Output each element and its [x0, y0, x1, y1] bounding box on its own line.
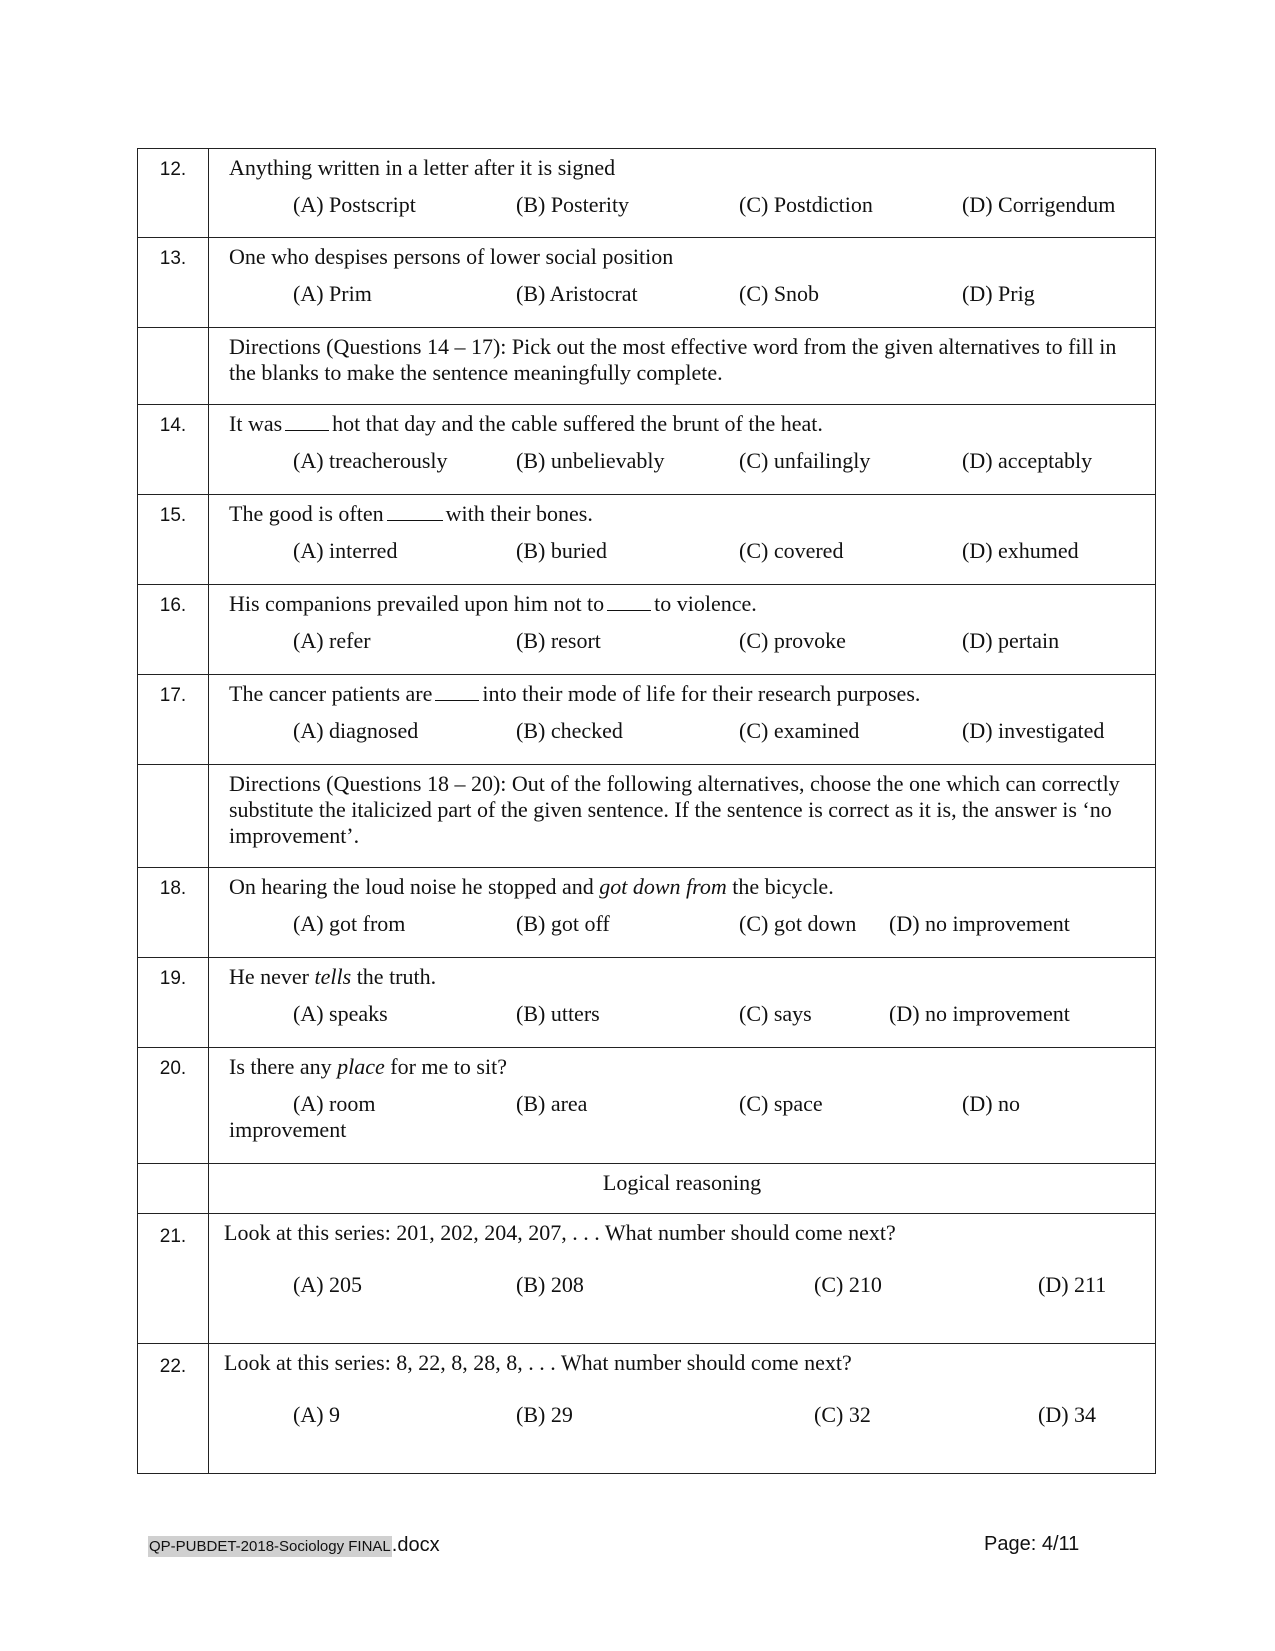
- question-number-empty: [138, 765, 209, 868]
- option-d[interactable]: (D) exhumed: [962, 538, 1079, 563]
- directions-row: [138, 328, 1156, 405]
- option-list: [229, 718, 1135, 748]
- option-c[interactable]: (C) Snob: [739, 281, 820, 306]
- question-stem: [229, 874, 1135, 900]
- option-c[interactable]: (C) got down: [739, 911, 857, 936]
- question-body: [209, 868, 1156, 958]
- question-body: [209, 1214, 1156, 1344]
- option-list: [229, 628, 1135, 658]
- question-number: 22.: [138, 1344, 209, 1474]
- option-c[interactable]: (C) 210: [814, 1272, 882, 1297]
- stem-part: It was: [229, 411, 283, 436]
- option-c[interactable]: (C) says: [739, 1001, 812, 1026]
- question-body: [209, 495, 1156, 585]
- stem-part: the bicycle.: [732, 874, 834, 899]
- option-a[interactable]: (A) treacherously: [293, 448, 448, 473]
- question-stem: Look at this series: 8, 22, 8, 28, 8, . . . What number should come next?: [224, 1350, 852, 1375]
- option-d[interactable]: (D) no improvement: [889, 1001, 1070, 1026]
- section-row: [138, 1164, 1156, 1214]
- option-c[interactable]: (C) covered: [739, 538, 844, 563]
- option-list: [229, 192, 1135, 222]
- option-b[interactable]: (B) utters: [516, 1001, 600, 1026]
- question-number: 17.: [138, 675, 209, 765]
- question-stem: [229, 964, 1135, 990]
- question-body: [209, 585, 1156, 675]
- question-row: [138, 1048, 1156, 1164]
- option-b[interactable]: (B) got off: [516, 911, 610, 936]
- option-b[interactable]: (B) unbelievably: [516, 448, 665, 473]
- question-body: [209, 405, 1156, 495]
- option-list: [229, 448, 1135, 478]
- stem-part: Is there any: [229, 1054, 332, 1079]
- question-number: 13.: [138, 238, 209, 328]
- stem-italic: place: [337, 1054, 385, 1079]
- option-c[interactable]: (C) provoke: [739, 628, 846, 653]
- question-stem: [229, 411, 1135, 437]
- footer-filename: [148, 1534, 440, 1557]
- stem-part: with their bones.: [445, 501, 593, 526]
- option-a[interactable]: (A) Postscript: [293, 192, 416, 217]
- option-b[interactable]: (B) Posterity: [516, 192, 630, 217]
- option-d[interactable]: (D) 34: [1038, 1402, 1097, 1427]
- option-list: [224, 1402, 1135, 1432]
- option-d[interactable]: (D) no improvement: [889, 911, 1070, 936]
- question-row: [138, 238, 1156, 328]
- question-stem: [229, 681, 1135, 707]
- question-body: [209, 238, 1156, 328]
- directions-row: [138, 765, 1156, 868]
- option-d[interactable]: (D) no: [962, 1091, 1021, 1116]
- option-a[interactable]: (A) Prim: [293, 281, 372, 306]
- blank-line: [435, 682, 479, 701]
- question-row: [138, 868, 1156, 958]
- stem-part: On hearing the loud noise he stopped and: [229, 874, 594, 899]
- question-row: [138, 495, 1156, 585]
- option-d-wrap: improvement: [229, 1117, 347, 1142]
- option-c[interactable]: (C) 32: [814, 1402, 871, 1427]
- option-d[interactable]: (D) acceptably: [962, 448, 1093, 473]
- question-row: [138, 1214, 1156, 1344]
- question-row: [138, 405, 1156, 495]
- option-a[interactable]: (A) refer: [293, 628, 371, 653]
- option-a[interactable]: (A) 205: [293, 1272, 363, 1297]
- option-list: [229, 1001, 1135, 1031]
- question-number: 18.: [138, 868, 209, 958]
- question-stem: [229, 1054, 1135, 1080]
- option-list: [229, 538, 1135, 568]
- option-list: [229, 911, 1135, 941]
- stem-italic: got down from: [599, 874, 727, 899]
- section-title: Logical reasoning: [209, 1164, 1156, 1214]
- option-a[interactable]: (A) speaks: [293, 1001, 388, 1026]
- blank-line: [285, 412, 329, 431]
- question-row: [138, 1344, 1156, 1474]
- stem-part: the truth.: [356, 964, 437, 989]
- question-number: 21.: [138, 1214, 209, 1344]
- stem-part: to violence.: [654, 591, 757, 616]
- stem-part: The good is often: [229, 501, 384, 526]
- option-b[interactable]: (B) Aristocrat: [516, 281, 638, 306]
- question-stem: Look at this series: 201, 202, 204, 207, . . . What number should come next?: [224, 1220, 896, 1245]
- option-a[interactable]: (A) got from: [293, 911, 406, 936]
- stem-part: He never: [229, 964, 310, 989]
- option-c[interactable]: (C) unfailingly: [739, 448, 871, 473]
- question-body: [209, 958, 1156, 1048]
- option-d[interactable]: (D) pertain: [962, 628, 1060, 653]
- question-stem: [229, 591, 1135, 617]
- option-b[interactable]: (B) resort: [516, 628, 601, 653]
- option-a[interactable]: (A) diagnosed: [293, 718, 419, 743]
- option-list: [229, 281, 1135, 311]
- question-number-empty: [138, 1164, 209, 1214]
- question-row: [138, 149, 1156, 238]
- option-c[interactable]: (C) Postdiction: [739, 192, 873, 217]
- option-d[interactable]: (D) Corrigendum: [962, 192, 1116, 217]
- option-b[interactable]: (B) area: [516, 1091, 588, 1116]
- option-d[interactable]: (D) 211: [1038, 1272, 1107, 1297]
- option-c[interactable]: (C) space: [739, 1091, 823, 1116]
- question-table: [137, 148, 1156, 1474]
- question-row: [138, 585, 1156, 675]
- question-number: 16.: [138, 585, 209, 675]
- option-d[interactable]: (D) investigated: [962, 718, 1105, 743]
- stem-part: His companions prevailed upon him not to: [229, 591, 605, 616]
- option-d[interactable]: (D) Prig: [962, 281, 1035, 306]
- directions-text: Directions (Questions 14 – 17): Pick out the most effective word from the given alternatives to fill in the blanks to make the sentence meaningfully complete.: [209, 328, 1156, 405]
- stem-part: The cancer patients are: [229, 681, 433, 706]
- directions-text: Directions (Questions 18 – 20): Out of the following alternatives, choose the one which can correctly substitute the italicized part of the given sentence. If the sentence is correct as it is, the answer is ‘no improvement’.: [209, 765, 1156, 868]
- option-b[interactable]: (B) checked: [516, 718, 623, 743]
- question-stem: [229, 501, 1135, 527]
- question-number: 19.: [138, 958, 209, 1048]
- footer-filename-highlight: QP-PUBDET-2018-Sociology FINAL: [149, 1538, 391, 1555]
- stem-part: into their mode of life for their research purposes.: [482, 681, 921, 706]
- question-body: [209, 675, 1156, 765]
- question-row: [138, 675, 1156, 765]
- question-row: [138, 958, 1156, 1048]
- option-b[interactable]: (B) buried: [516, 538, 608, 563]
- question-number: 15.: [138, 495, 209, 585]
- question-number: 12.: [138, 149, 209, 238]
- option-a[interactable]: (A) room: [293, 1091, 376, 1116]
- stem-part: for me to sit?: [390, 1054, 507, 1079]
- stem-italic: tells: [314, 964, 352, 989]
- option-list: [224, 1272, 1135, 1302]
- question-body: [209, 1344, 1156, 1474]
- option-c[interactable]: (C) examined: [739, 718, 860, 743]
- footer-page-number: Page: 4/11: [984, 1533, 1080, 1555]
- option-b[interactable]: (B) 29: [516, 1402, 573, 1427]
- question-body: [209, 1048, 1156, 1164]
- blank-line: [607, 592, 651, 611]
- blank-line: [387, 502, 443, 521]
- option-a[interactable]: (A) interred: [293, 538, 398, 563]
- question-number-empty: [138, 328, 209, 405]
- option-a[interactable]: (A) 9: [293, 1402, 341, 1427]
- question-number: 14.: [138, 405, 209, 495]
- option-b[interactable]: (B) 208: [516, 1272, 584, 1297]
- question-body: [209, 149, 1156, 238]
- question-stem: Anything written in a letter after it is signed: [229, 155, 616, 180]
- question-stem: One who despises persons of lower social position: [229, 244, 674, 269]
- stem-part: hot that day and the cable suffered the brunt of the heat.: [332, 411, 823, 436]
- footer-filename-ext: .docx: [391, 1534, 440, 1556]
- option-list: [229, 1091, 1135, 1117]
- question-number: 20.: [138, 1048, 209, 1164]
